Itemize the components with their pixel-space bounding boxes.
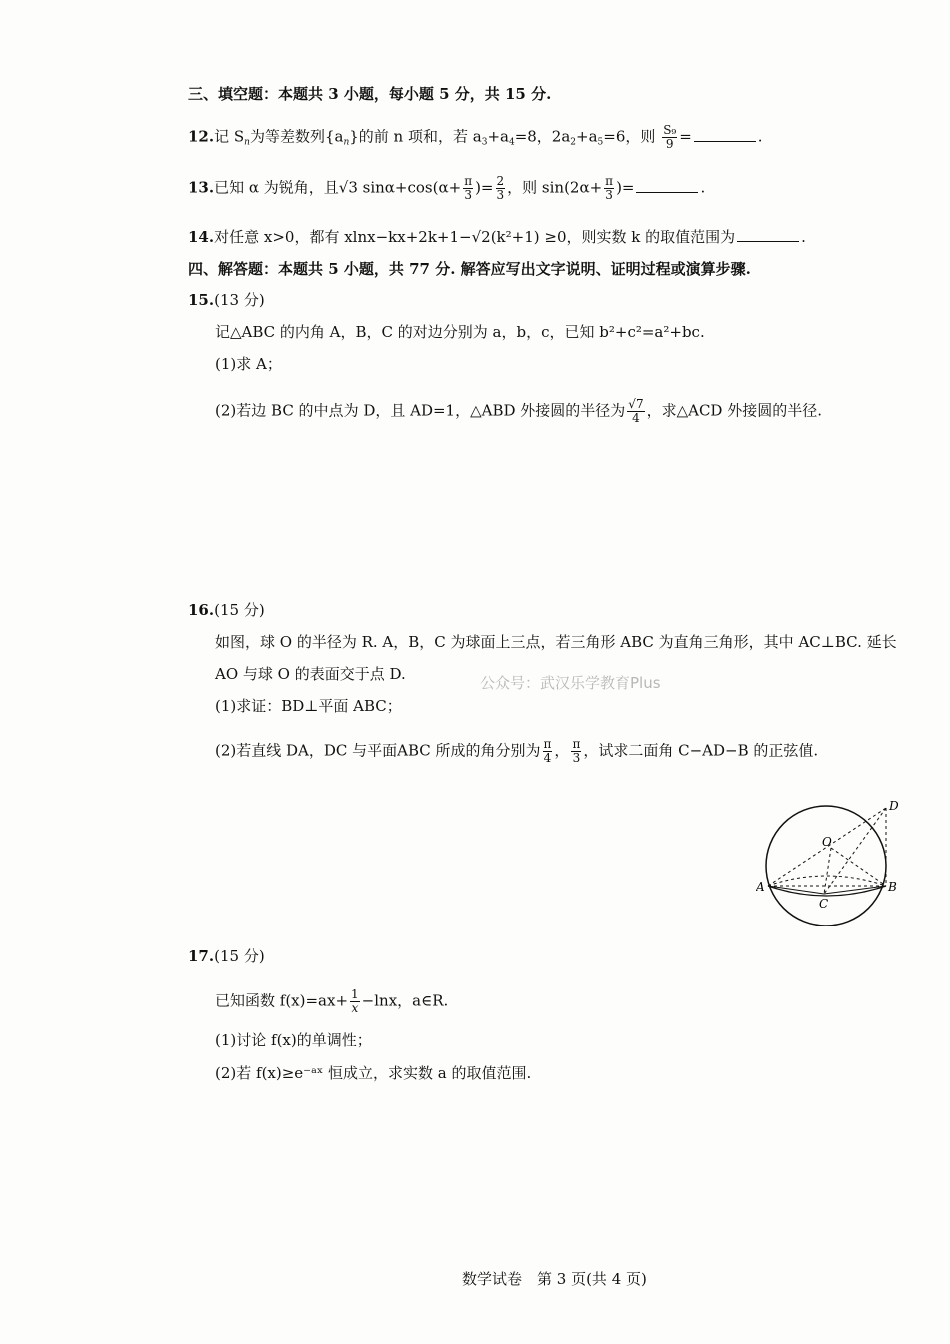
q16-comma: ， (554, 741, 570, 760)
question-12: 12.记 $S_n$为等差数列$\{a_n\}$的前 n 项和，若 $a_3+a_4=8$，$2a_2+a_5=6$，则 $\frac{\text{S₉}}{9}$ = . (188, 123, 763, 151)
q12-text: }的前 n 项和，若 a (349, 127, 482, 146)
q17-part2: (2)若 f(x)≥e⁻ᵃˣ 恒成立，求实数 a 的取值范围. (215, 1064, 532, 1082)
label-D: D (889, 799, 899, 813)
question-14: 14.对任意 x>0，都有 xlnx−kx+2k+1−√2(k²+1) ≥0，则实数 k 的取值范围为 . (188, 228, 806, 246)
q12-text: +a (487, 127, 509, 146)
base-circle-front (768, 886, 886, 896)
q17-stem-text: 已知函数 f(x)=ax+ (215, 991, 349, 1010)
q13-frac-den: 3 (496, 188, 505, 202)
sphere-figure (756, 796, 916, 926)
q12-tail: = (679, 127, 692, 146)
label-C: C (819, 897, 829, 911)
q14-number: 14. (188, 228, 215, 246)
section3-header: 三、填空题：本题共 3 小题，每小题 5 分，共 15 分. (188, 85, 552, 103)
q15-stem: 记△ABC 的内角 A，B，C 的对边分别为 a，b，c，已知 b²+c²=a²+bc. (215, 323, 705, 341)
q16-stem-line1: 如图，球 O 的半径为 R. A，B，C 为球面上三点，若三角形 ABC 为直角三角形，其中 AC⊥BC. 延长 (215, 633, 897, 651)
base-circle-back (768, 876, 886, 886)
q16-stem-line2: AO 与球 O 的表面交于点 D. (215, 665, 406, 683)
q15-fraction (627, 398, 644, 425)
q17-title (188, 946, 265, 966)
q13-frac-den: 3 (464, 188, 472, 202)
section4-header: 四、解答题：本题共 5 小题，共 77 分. 解答应写出文字说明、证明过程或演算步骤. (188, 260, 751, 278)
q12-text: =8，2a (514, 127, 571, 146)
q13-text: )= (616, 178, 635, 197)
q13-fraction (496, 175, 506, 202)
q16-frac-num: π (543, 737, 552, 751)
q12-fraction (662, 124, 677, 151)
q12-text: =6，则 (603, 127, 656, 146)
q16-part1: (1)求证：BD⊥平面 ABC； (215, 697, 402, 715)
q13-number: 13. (188, 178, 215, 197)
answer-blank (636, 180, 698, 193)
q16-part2-text: (2)若直线 DA，DC 与平面ABC 所成的角分别为 (215, 741, 541, 760)
q12-frac-den: 9 (665, 137, 674, 151)
q15-part2-text: (2)若边 BC 的中点为 D，且 AD=1，△ABD 外接圆的半径为 (215, 401, 626, 420)
segment-DC (824, 808, 886, 894)
q14-text: 对任意 x>0，都有 xlnx−kx+2k+1−√2(k²+1) ≥0，则实数 k 的取值范围为 (214, 228, 736, 246)
q15-score: (13 分) (214, 291, 265, 309)
answer-blank (694, 129, 756, 142)
label-B: B (888, 880, 897, 894)
q17-number: 17. (188, 947, 215, 965)
q16-number: 16. (188, 601, 215, 619)
q17-part1: (1)讨论 f(x)的单调性； (215, 1031, 372, 1049)
q13-frac-num: π (605, 174, 614, 188)
q15-frac-num: √7 (628, 397, 644, 411)
q12-text: 记 S (214, 127, 245, 146)
q15-title (188, 290, 265, 310)
q16-fraction (543, 738, 553, 765)
q16-frac-num: π (572, 737, 581, 751)
watermark: 公众号：武汉乐学教育Plus (480, 674, 661, 692)
q16-score: (15 分) (214, 601, 265, 619)
q17-frac-den: x (351, 1001, 359, 1015)
q15-frac-den: 4 (632, 411, 640, 425)
answer-blank (737, 229, 799, 242)
q13-fraction (604, 175, 614, 202)
q13-text: )= (475, 178, 494, 197)
q16-frac-den: 3 (572, 751, 581, 765)
q15-part1: (1)求 A； (215, 355, 282, 373)
q16-frac-den: 4 (543, 751, 552, 765)
q15-part2-text: ，求△ACD 外接圆的半径. (646, 401, 822, 420)
q12-frac-num: S₉ (663, 123, 677, 137)
page-footer: 数学试卷 第 3 页(共 4 页) (462, 1270, 647, 1288)
q17-frac-num: 1 (351, 987, 359, 1001)
q13-frac-den: 3 (605, 188, 613, 202)
q17-fraction (350, 988, 360, 1015)
q17-stem (215, 988, 448, 1015)
q13-text: 已知 α 为锐角，且√3 sinα+cos(α+ (214, 178, 462, 197)
q12-text: 为等差数列{a (249, 127, 344, 146)
q16-part2-text: ，试求二面角 C−AD−B 的正弦值. (583, 741, 819, 760)
q15-number: 15. (188, 291, 215, 309)
q15-part2 (215, 398, 822, 425)
q12-number: 12. (188, 127, 215, 146)
label-A: A (756, 880, 765, 894)
segment-CB (824, 886, 886, 894)
label-O: O (822, 835, 832, 849)
q12-text: +a (576, 127, 598, 146)
question-13: 13.已知 α 为锐角，且√3 sinα+cos(α+ $\frac{\pi}{3}$ )= $\frac{2}{3}$ ，则 sin(2α+ $\frac{\pi}{3}$ )= . (188, 174, 706, 202)
q17-score: (15 分) (214, 947, 265, 965)
segment-OB (831, 848, 886, 886)
q16-title (188, 600, 265, 620)
q13-text: ，则 sin(2α+ (507, 178, 603, 197)
q17-stem-text: −lnx，a∈R. (361, 991, 449, 1010)
q16-part2 (215, 738, 818, 765)
q13-fraction (463, 175, 473, 202)
q13-frac-num: 2 (496, 174, 505, 188)
q16-fraction (571, 738, 581, 765)
segment-OC (824, 848, 831, 894)
q13-frac-num: π (464, 174, 473, 188)
